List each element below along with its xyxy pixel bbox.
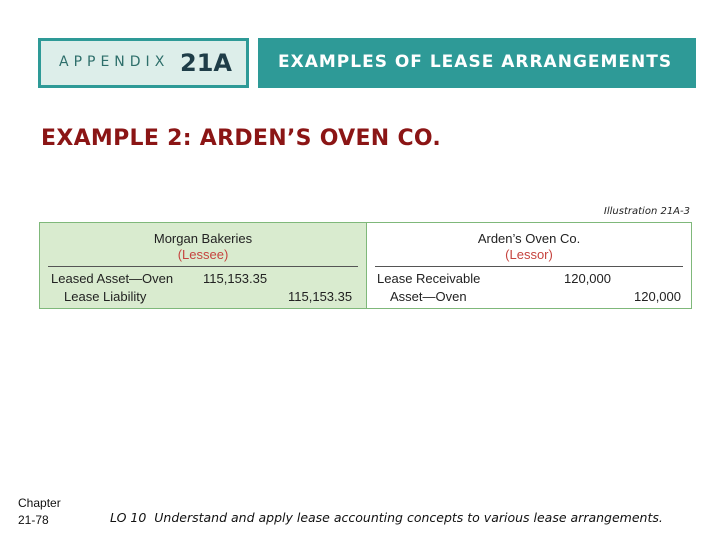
entry-account: Lease Receivable — [377, 271, 481, 286]
entry-credit: 115,153.35 — [288, 289, 353, 304]
lessee-entry-row — [40, 289, 366, 305]
lessee-panel — [40, 223, 367, 308]
example-title: EXAMPLE 2: ARDEN’S OVEN CO. — [41, 126, 442, 151]
entry-debit: 120,000 — [564, 271, 611, 286]
section-title: EXAMPLES OF LEASE ARRANGEMENTS — [278, 52, 673, 72]
entry-account: Asset—Oven — [390, 289, 467, 304]
learning-objective: LO 10 Understand and apply lease accounting concepts to various lease arrangements. — [110, 510, 663, 525]
section-banner — [258, 38, 696, 88]
lessor-header — [367, 231, 691, 263]
entry-credit: 120,000 — [634, 289, 681, 304]
lessor-divider — [375, 266, 683, 267]
journal-entries-table — [39, 222, 692, 309]
lessor-role: (Lessor) — [505, 247, 553, 262]
lessee-name: Morgan Bakeries — [153, 231, 253, 246]
page-number: 21-78 — [18, 513, 49, 527]
lessor-entry-row — [367, 271, 691, 287]
appendix-banner-inner — [41, 41, 246, 85]
lessee-header — [40, 231, 366, 263]
entry-account: Leased Asset—Oven — [51, 271, 174, 286]
lessor-panel — [367, 223, 691, 308]
illustration-label: Illustration 21A-3 — [603, 206, 690, 217]
entry-account: Lease Liability — [64, 289, 147, 304]
entry-debit: 115,153.35 — [203, 271, 268, 286]
lessee-entry-row — [40, 271, 366, 287]
appendix-banner — [38, 38, 249, 88]
appendix-number: 21A — [180, 49, 232, 77]
lessee-divider — [48, 266, 358, 267]
lessor-entry-row — [367, 289, 691, 305]
appendix-label: APPENDIX — [59, 54, 170, 70]
chapter-label: Chapter — [18, 496, 61, 510]
lessor-name: Arden’s Oven Co. — [477, 231, 581, 246]
lessee-role: (Lessee) — [177, 247, 229, 262]
